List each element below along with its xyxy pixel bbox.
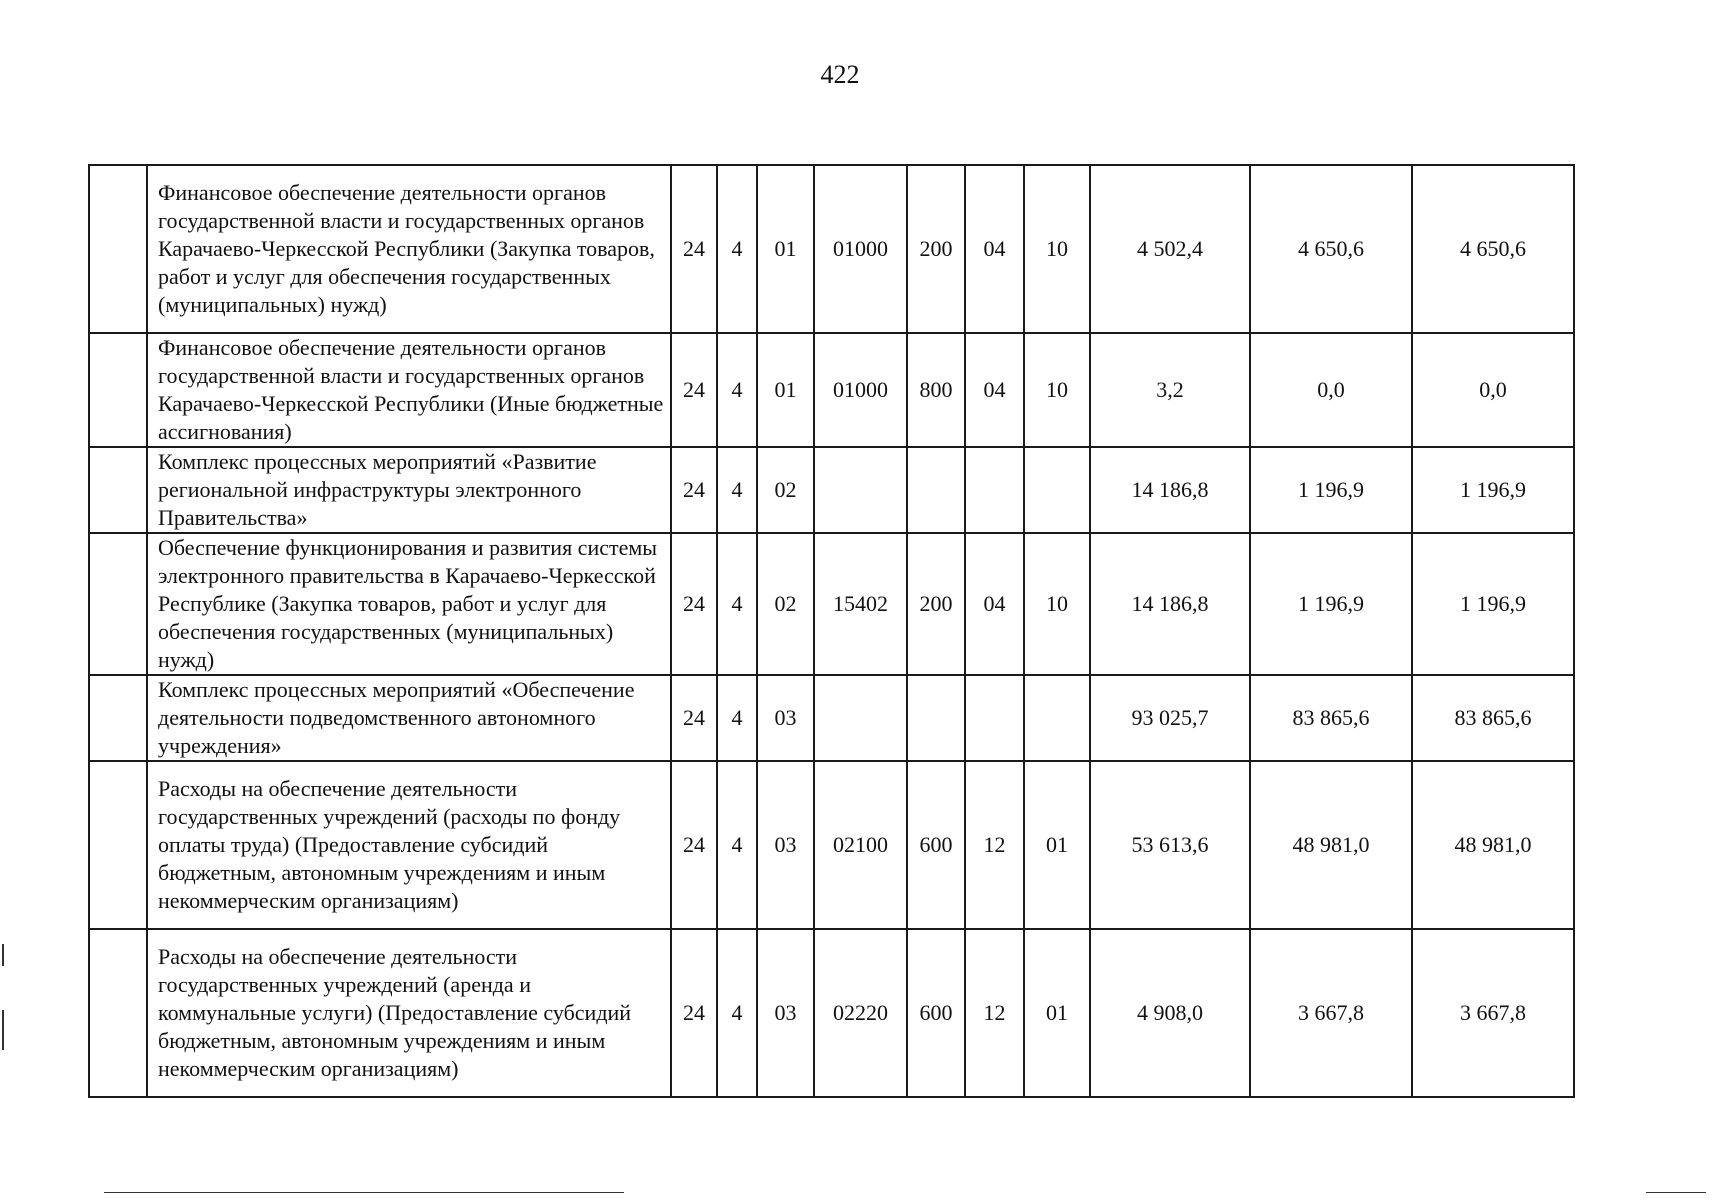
row-number-cell	[89, 929, 147, 1097]
code-section	[965, 675, 1024, 761]
code-subprogram: 02	[757, 447, 814, 533]
code-subprogram: 01	[757, 165, 814, 333]
code-program-type: 4	[717, 533, 757, 675]
amount-year-1: 4 908,0	[1090, 929, 1250, 1097]
table-row	[89, 333, 1574, 447]
code-section: 04	[965, 165, 1024, 333]
page-number: 422	[820, 60, 860, 89]
code-subprogram: 02	[757, 533, 814, 675]
amount-year-2: 3 667,8	[1250, 929, 1412, 1097]
amount-year-3: 1 196,9	[1412, 447, 1574, 533]
table-row	[89, 533, 1574, 675]
code-direction: 01000	[814, 165, 907, 333]
code-program-type: 4	[717, 165, 757, 333]
scan-artifact-line	[2, 1010, 4, 1050]
code-subsection: 10	[1024, 165, 1090, 333]
code-program-type: 4	[717, 761, 757, 929]
code-section	[965, 447, 1024, 533]
code-ministry: 24	[671, 675, 717, 761]
code-subsection: 01	[1024, 929, 1090, 1097]
code-subprogram: 03	[757, 929, 814, 1097]
amount-year-3: 3 667,8	[1412, 929, 1574, 1097]
code-expense-type: 800	[907, 333, 965, 447]
amount-year-2: 1 196,9	[1250, 447, 1412, 533]
row-number-cell	[89, 761, 147, 929]
amount-year-3: 1 196,9	[1412, 533, 1574, 675]
row-number-cell	[89, 675, 147, 761]
code-section: 04	[965, 533, 1024, 675]
code-subsection: 01	[1024, 761, 1090, 929]
scan-artifact-line	[1646, 1192, 1706, 1193]
code-direction	[814, 675, 907, 761]
row-number-cell	[89, 165, 147, 333]
code-direction: 15402	[814, 533, 907, 675]
row-description: Комплекс процессных мероприятий «Развитие региональной инфраструктуры электронного Правительства»	[147, 447, 671, 533]
code-program-type: 4	[717, 929, 757, 1097]
code-direction: 01000	[814, 333, 907, 447]
code-direction: 02220	[814, 929, 907, 1097]
budget-table	[88, 164, 1575, 1098]
scan-artifact-line	[104, 1192, 624, 1193]
amount-year-1: 93 025,7	[1090, 675, 1250, 761]
amount-year-1: 3,2	[1090, 333, 1250, 447]
code-expense-type	[907, 675, 965, 761]
code-subsection	[1024, 447, 1090, 533]
table-row	[89, 761, 1574, 929]
code-subprogram: 03	[757, 761, 814, 929]
code-expense-type	[907, 447, 965, 533]
amount-year-1: 53 613,6	[1090, 761, 1250, 929]
code-expense-type: 600	[907, 929, 965, 1097]
code-ministry: 24	[671, 929, 717, 1097]
amount-year-1: 14 186,8	[1090, 447, 1250, 533]
row-description: Комплекс процессных мероприятий «Обеспечение деятельности подведомственного автономного учреждения»	[147, 675, 671, 761]
code-subprogram: 01	[757, 333, 814, 447]
amount-year-2: 83 865,6	[1250, 675, 1412, 761]
row-description: Расходы на обеспечение деятельности государственных учреждений (расходы по фонду оплаты труда) (Предоставление субсидий бюджетным, автономным учреждениям и иным некоммерческим организациям)	[147, 761, 671, 929]
row-description: Расходы на обеспечение деятельности государственных учреждений (аренда и коммунальные услуги) (Предоставление субсидий бюджетным, автономным учреждениям и иным некоммерческим организациям)	[147, 929, 671, 1097]
row-description: Обеспечение функционирования и развития системы электронного правительства в Карачаево-Черкесской Республике (Закупка товаров, работ и услуг для обеспечения государственных (муниципальных) нужд)	[147, 533, 671, 675]
code-program-type: 4	[717, 675, 757, 761]
scan-artifact-line	[2, 944, 4, 966]
code-subsection: 10	[1024, 333, 1090, 447]
row-number-cell	[89, 447, 147, 533]
amount-year-3: 4 650,6	[1412, 165, 1574, 333]
code-section: 12	[965, 929, 1024, 1097]
table-row	[89, 675, 1574, 761]
amount-year-3: 0,0	[1412, 333, 1574, 447]
code-ministry: 24	[671, 761, 717, 929]
code-subsection	[1024, 675, 1090, 761]
code-program-type: 4	[717, 333, 757, 447]
code-subprogram: 03	[757, 675, 814, 761]
table-row	[89, 165, 1574, 333]
code-expense-type: 600	[907, 761, 965, 929]
code-ministry: 24	[671, 165, 717, 333]
code-ministry: 24	[671, 333, 717, 447]
row-description: Финансовое обеспечение деятельности органов государственной власти и государственных органов Карачаево-Черкесской Республики (Иные бюджетные ассигнования)	[147, 333, 671, 447]
amount-year-1: 14 186,8	[1090, 533, 1250, 675]
table-row	[89, 447, 1574, 533]
amount-year-2: 4 650,6	[1250, 165, 1412, 333]
row-number-cell	[89, 333, 147, 447]
amount-year-2: 48 981,0	[1250, 761, 1412, 929]
code-direction	[814, 447, 907, 533]
code-ministry: 24	[671, 447, 717, 533]
code-subsection: 10	[1024, 533, 1090, 675]
amount-year-2: 0,0	[1250, 333, 1412, 447]
code-ministry: 24	[671, 533, 717, 675]
code-section: 04	[965, 333, 1024, 447]
code-section: 12	[965, 761, 1024, 929]
table-row	[89, 929, 1574, 1097]
amount-year-2: 1 196,9	[1250, 533, 1412, 675]
row-description: Финансовое обеспечение деятельности органов государственной власти и государственных органов Карачаево-Черкесской Республики (Закупка товаров, работ и услуг для обеспечения государственных (муниципальных) нужд)	[147, 165, 671, 333]
amount-year-3: 83 865,6	[1412, 675, 1574, 761]
code-expense-type: 200	[907, 165, 965, 333]
amount-year-1: 4 502,4	[1090, 165, 1250, 333]
code-direction: 02100	[814, 761, 907, 929]
code-expense-type: 200	[907, 533, 965, 675]
code-program-type: 4	[717, 447, 757, 533]
amount-year-3: 48 981,0	[1412, 761, 1574, 929]
row-number-cell	[89, 533, 147, 675]
